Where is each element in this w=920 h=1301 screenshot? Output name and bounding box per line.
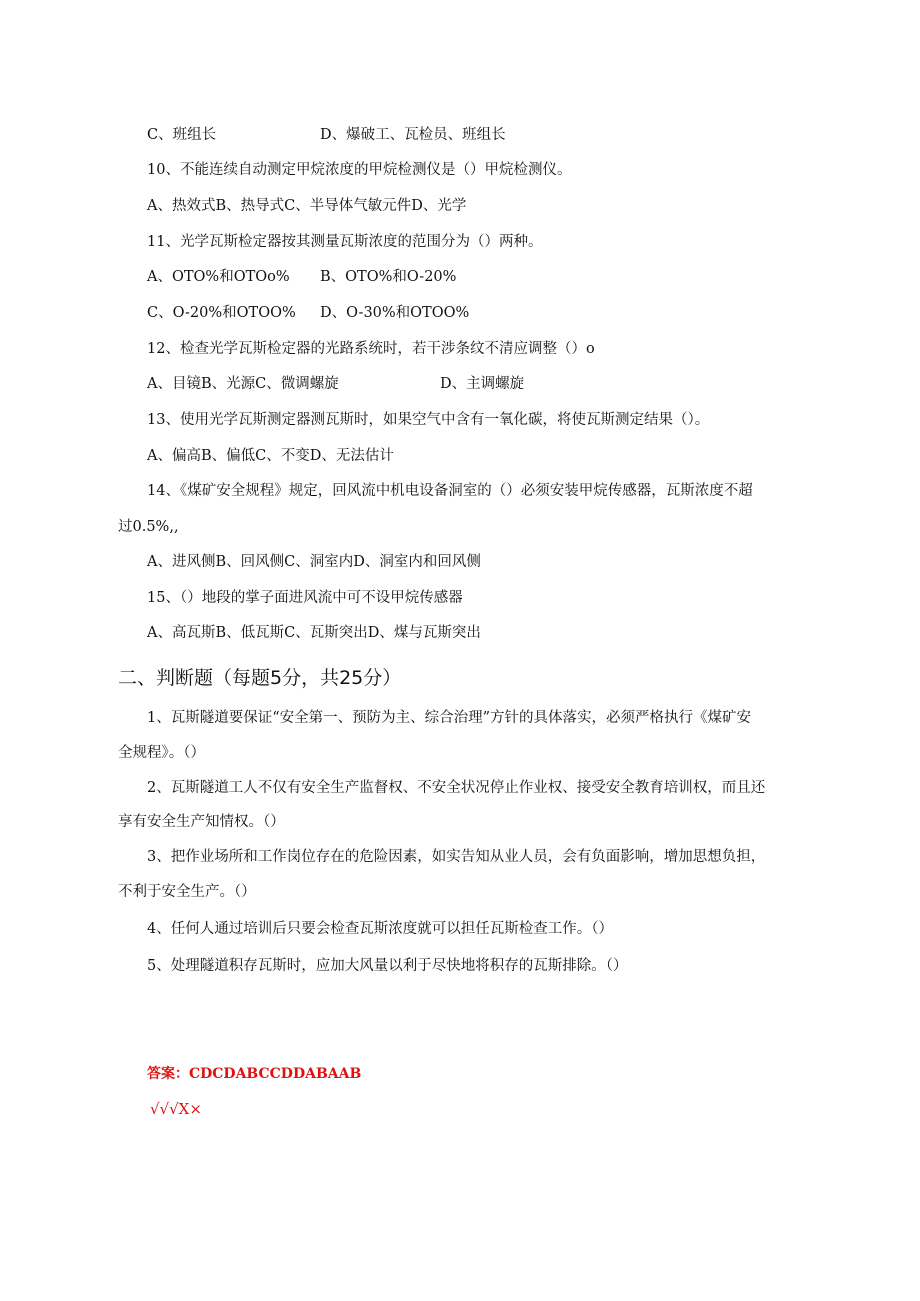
q12-stem: 12、检查光学瓦斯检定器的光路系统时，若干涉条纹不清应调整（）o bbox=[147, 341, 595, 357]
tf-q3-line1: 3、把作业场所和工作岗位存在的危险因素，如实告知从业人员，会有负面影响，增加思想负担， bbox=[147, 849, 766, 865]
tf-q5: 5、处理隧道积存瓦斯时，应加大风量以利于尽快地将积存的瓦斯排除。（） bbox=[147, 958, 628, 974]
q14-options: A、进风侧B、回风侧C、洞室内D、洞室内和回风侧 bbox=[147, 554, 481, 570]
q14-stem-line1: 14、《煤矿安全规程》规定，回风流中机电设备洞室的（）必须安装甲烷传感器，瓦斯浓度不超 bbox=[147, 483, 753, 499]
q9-option-d: D、爆破工、瓦检员、班组长 bbox=[320, 127, 506, 143]
q11-option-c: C、O-20%和OTOO% bbox=[147, 305, 296, 321]
q9-option-c: C、班组长 bbox=[147, 127, 217, 143]
tf-q2-line1: 2、瓦斯隧道工人不仅有安全生产监督权、不安全状况停止作业权、接受安全教育培训权，而且还 bbox=[147, 780, 766, 796]
q15-stem: 15、（）地段的掌子面进风流中可不设甲烷传感器 bbox=[147, 590, 463, 606]
q11-option-a: A、OTO%和OTOo% bbox=[147, 269, 290, 285]
choice-answers: 答案：CDCDABCCDDABAAB bbox=[147, 1066, 362, 1082]
q15-options: A、高瓦斯B、低瓦斯C、瓦斯突出D、煤与瓦斯突出 bbox=[147, 625, 481, 641]
tf-q1-line2: 全规程》。（） bbox=[118, 745, 205, 761]
tf-q1-line1: 1、瓦斯隧道要保证“安全第一、预防为主、综合治理”方针的具体落实，必须严格执行《煤矿安 bbox=[147, 710, 752, 726]
q12-options-abc: A、目镜B、光源C、微调螺旋 bbox=[147, 376, 339, 392]
q11-option-b: B、OTO%和O-20% bbox=[320, 269, 457, 285]
section-heading: 二、判断题（每题5分，共25分） bbox=[118, 667, 402, 689]
tf-q3-line2: 不利于安全生产。（） bbox=[118, 884, 256, 900]
judge-answers: √√√X× bbox=[150, 1100, 202, 1118]
q12-option-d: D、主调螺旋 bbox=[440, 376, 525, 392]
tf-q4: 4、任何人通过培训后只要会检查瓦斯浓度就可以担任瓦斯检查工作。（） bbox=[147, 921, 613, 937]
q11-stem: 11、光学瓦斯检定器按其测量瓦斯浓度的范围分为（）两种。 bbox=[147, 234, 543, 250]
q14-stem-line2: 过0.5%,, bbox=[118, 519, 179, 535]
q11-option-d: D、O-30%和OTOO% bbox=[320, 305, 470, 321]
q10-stem: 10、不能连续自动测定甲烷浓度的甲烷检测仪是（）甲烷检测仪。 bbox=[147, 162, 572, 178]
tf-q2-line2: 享有安全生产知情权。（） bbox=[118, 814, 285, 830]
q10-options: A、热效式B、热导式C、半导体气敏元件D、光学 bbox=[147, 198, 467, 214]
q13-stem: 13、使用光学瓦斯测定器测瓦斯时，如果空气中含有一氧化碳，将使瓦斯测定结果（）。 bbox=[147, 412, 710, 428]
q13-options: A、偏高B、偏低C、不变D、无法估计 bbox=[147, 448, 394, 464]
